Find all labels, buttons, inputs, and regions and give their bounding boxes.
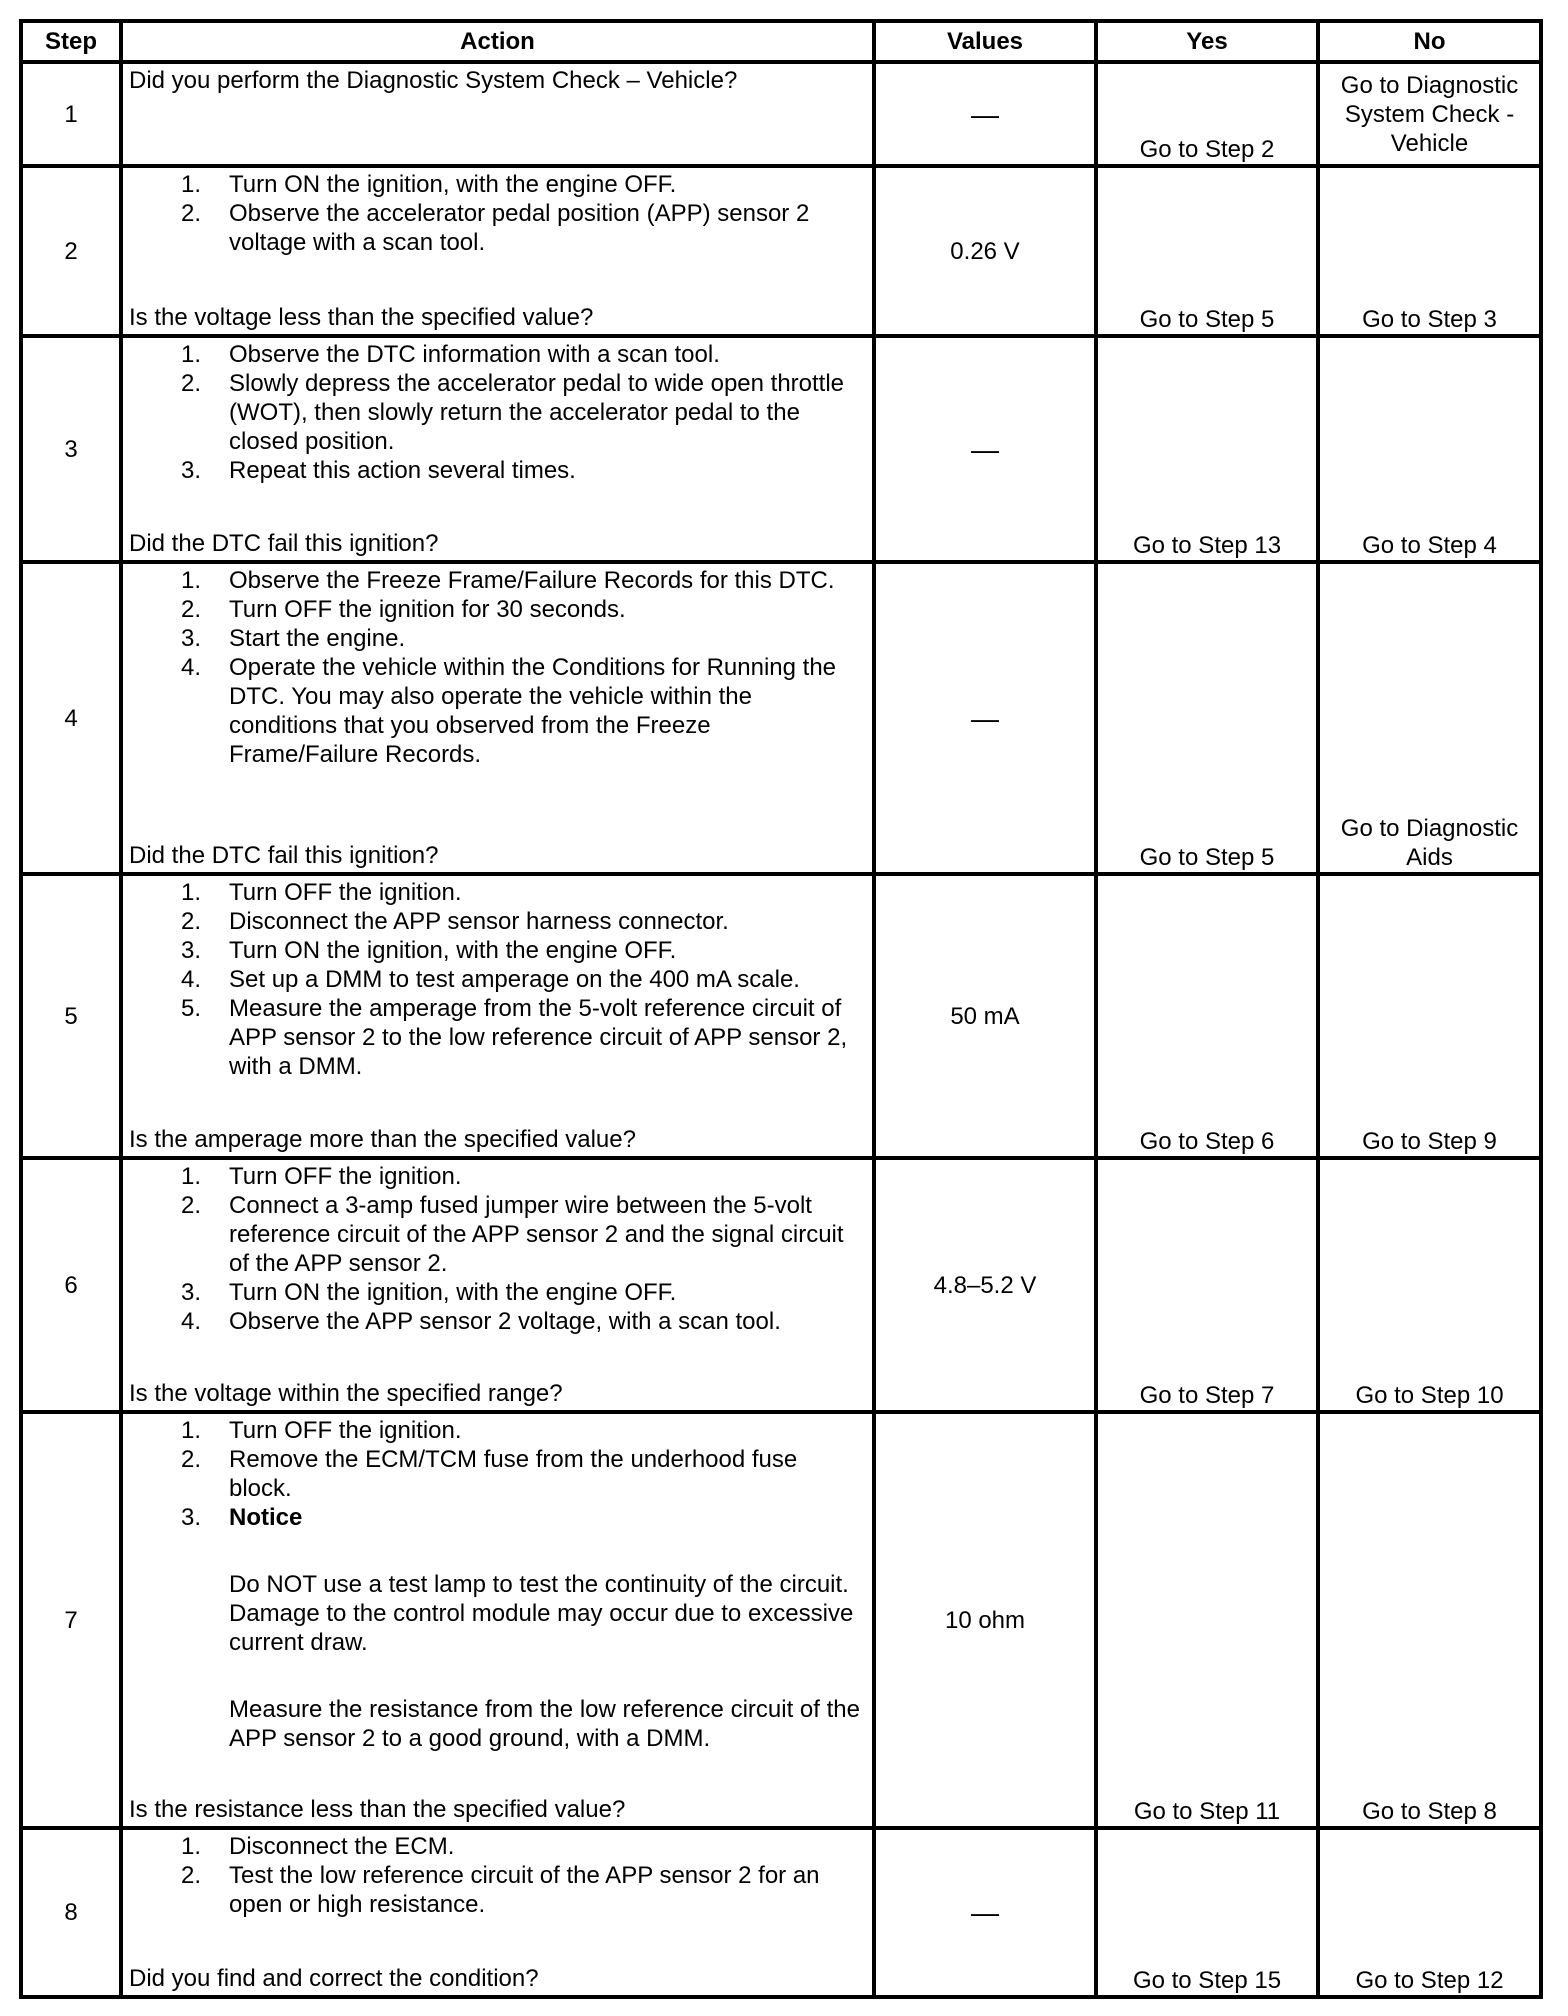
question-text: Is the resistance less than the specified value? — [129, 1796, 626, 1823]
step-number: 5 — [21, 874, 121, 1158]
action-step: 2. Observe the accelerator pedal position (APP) sensor 2 voltage with a scan tool. — [181, 200, 810, 256]
action-step: 4. Set up a DMM to test amperage on the 400 mA scale. — [181, 966, 800, 993]
action-step: 1. Turn ON the ignition, with the engine OFF. — [181, 171, 677, 198]
value-cell: 10 ohm — [874, 1412, 1096, 1828]
question-text: Is the voltage less than the specified value? — [129, 304, 594, 331]
yes-cell: Go to Step 6 — [1096, 874, 1318, 1158]
value-cell: 50 mA — [874, 874, 1096, 1158]
value-cell: — — [874, 336, 1096, 562]
value-cell: 0.26 V — [874, 166, 1096, 336]
yes-cell: Go to Step 15 — [1096, 1828, 1318, 1997]
yes-cell: Go to Step 5 — [1096, 166, 1318, 336]
question-text: Did you perform the Diagnostic System Check – Vehicle? — [129, 67, 738, 94]
table-row — [21, 874, 1541, 1158]
header-no: No — [1318, 21, 1541, 62]
action-step: 1. Turn OFF the ignition. — [181, 1417, 462, 1444]
header-yes: Yes — [1096, 21, 1318, 62]
yes-cell: Go to Step 13 — [1096, 336, 1318, 562]
value-cell: — — [874, 62, 1096, 166]
no-cell: Go to Step 9 — [1318, 874, 1541, 1158]
action-step: 1. Turn OFF the ignition. — [181, 879, 462, 906]
action-cell — [121, 62, 874, 166]
no-cell: Go to Step 10 — [1318, 1158, 1541, 1412]
yes-cell: Go to Step 11 — [1096, 1412, 1318, 1828]
action-steps — [129, 878, 866, 1081]
action-step: 1. Turn OFF the ignition. — [181, 1163, 462, 1190]
question-text: Did you find and correct the condition? — [129, 1965, 539, 1992]
action-cell — [121, 874, 874, 1158]
table-row — [21, 62, 1541, 166]
table-row — [21, 336, 1541, 562]
step-number: 2 — [21, 166, 121, 336]
action-step: 2. Connect a 3-amp fused jumper wire between the 5-volt reference circuit of the APP sensor 2 and the signal circuit of the APP sensor 2. — [181, 1192, 844, 1277]
step-number: 8 — [21, 1828, 121, 1997]
header-step: Step — [21, 21, 121, 62]
action-step: 4. Operate the vehicle within the Conditions for Running the DTC. You may also operate the vehicle within the conditions that you observed from the Freeze Frame/Failure Records. — [181, 654, 837, 768]
value-cell: 4.8–5.2 V — [874, 1158, 1096, 1412]
value-cell: — — [874, 1828, 1096, 1997]
yes-cell: Go to Step 2 — [1096, 62, 1318, 166]
action-step: 2. Remove the ECM/TCM fuse from the underhood fuse block. — [181, 1446, 798, 1502]
table-row — [21, 1158, 1541, 1412]
measure-text: Measure the resistance from the low reference circuit of the APP sensor 2 to a good ground, with a DMM. — [229, 1696, 860, 1752]
step-number: 3 — [21, 336, 121, 562]
table-row — [21, 562, 1541, 874]
step-number: 6 — [21, 1158, 121, 1412]
action-step: 2. Disconnect the APP sensor harness connector. — [181, 908, 729, 935]
action-steps — [129, 566, 866, 769]
header-action: Action — [121, 21, 874, 62]
no-cell: Go to Step 3 — [1318, 166, 1541, 336]
action-step: 3. Turn ON the ignition, with the engine OFF. — [181, 1279, 677, 1306]
action-step: 5. Measure the amperage from the 5-volt reference circuit of APP sensor 2 to the low reference circuit of APP sensor 2, with a DMM. — [181, 995, 848, 1080]
action-step: 3. Start the engine. — [181, 625, 406, 652]
step-number: 1 — [21, 62, 121, 166]
value-cell: — — [874, 562, 1096, 874]
yes-cell: Go to Step 5 — [1096, 562, 1318, 874]
action-steps — [129, 170, 866, 257]
action-cell — [121, 1412, 874, 1828]
question-text: Is the voltage within the specified range? — [129, 1380, 563, 1407]
question-text: Did the DTC fail this ignition? — [129, 530, 439, 557]
action-cell — [121, 166, 874, 336]
table-row — [21, 1412, 1541, 1828]
action-step: 1. Disconnect the ECM. — [181, 1833, 455, 1860]
header-row — [21, 21, 1541, 62]
question-text: Is the amperage more than the specified value? — [129, 1126, 636, 1153]
no-cell: Go to Step 8 — [1318, 1412, 1541, 1828]
diagnostic-table — [19, 19, 1543, 1999]
table-row — [21, 166, 1541, 336]
action-step: 3. Notice — [181, 1504, 303, 1531]
action-step: 1. Observe the Freeze Frame/Failure Records for this DTC. — [181, 567, 835, 594]
action-step: 1. Observe the DTC information with a scan tool. — [181, 341, 720, 368]
action-step: 3. Turn ON the ignition, with the engine OFF. — [181, 937, 677, 964]
yes-cell: Go to Step 7 — [1096, 1158, 1318, 1412]
no-cell: Go to Step 12 — [1318, 1828, 1541, 1997]
action-steps — [129, 340, 866, 485]
action-step: 3. Repeat this action several times. — [181, 457, 576, 484]
action-step: 4. Observe the APP sensor 2 voltage, with a scan tool. — [181, 1308, 781, 1335]
action-cell — [121, 1828, 874, 1997]
action-cell — [121, 336, 874, 562]
step-number: 4 — [21, 562, 121, 874]
action-steps — [129, 1162, 866, 1336]
question-text: Did the DTC fail this ignition? — [129, 842, 439, 869]
action-step: 2. Test the low reference circuit of the APP sensor 2 for an open or high resistance. — [181, 1862, 820, 1918]
step-number: 7 — [21, 1412, 121, 1828]
action-cell — [121, 1158, 874, 1412]
no-cell: Go to Diagnostic Aids — [1318, 562, 1541, 874]
notice-heading: Notice — [229, 1504, 303, 1531]
no-cell: Go to Step 4 — [1318, 336, 1541, 562]
action-step: 2. Slowly depress the accelerator pedal to wide open throttle (WOT), then slowly return the accelerator pedal to the closed position. — [181, 370, 845, 455]
table-row — [21, 1828, 1541, 1997]
action-steps — [129, 1416, 866, 1532]
action-cell — [121, 562, 874, 874]
action-steps — [129, 1832, 866, 1919]
notice-text: Do NOT use a test lamp to test the continuity of the circuit. Damage to the control module may occur due to excessive current draw. — [229, 1571, 854, 1656]
header-values: Values — [874, 21, 1096, 62]
action-step: 2. Turn OFF the ignition for 30 seconds. — [181, 596, 626, 623]
no-cell: Go to Diagnostic System Check - Vehicle — [1318, 62, 1541, 166]
